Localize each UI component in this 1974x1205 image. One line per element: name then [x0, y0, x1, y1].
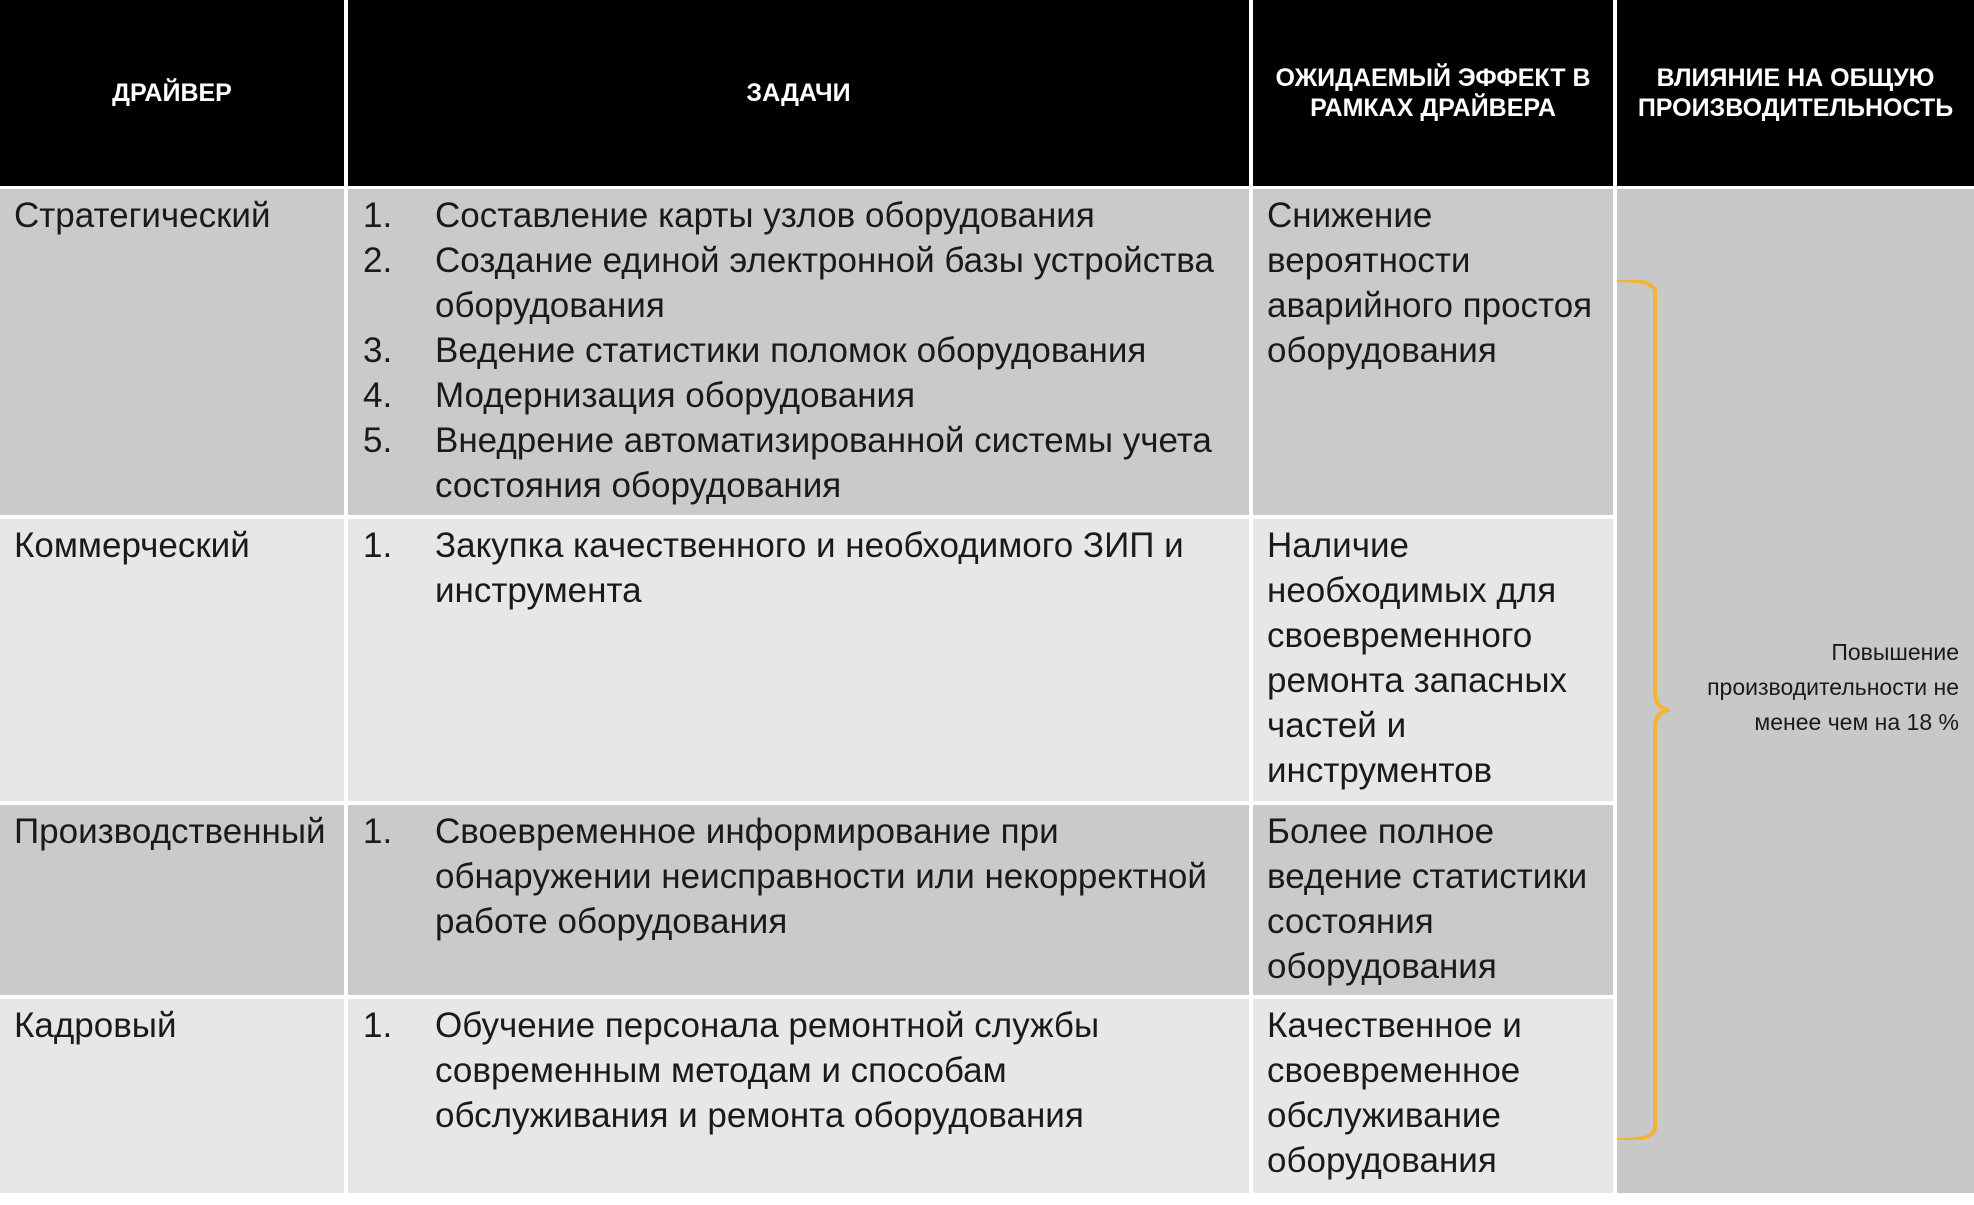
task-item — [348, 418, 1239, 508]
task-text: Составление карты узлов оборудования — [435, 196, 1095, 235]
task-item — [348, 373, 1239, 418]
task-text: Внедрение автоматизированной системы учета состояния оборудования — [435, 421, 1212, 505]
task-item — [348, 238, 1239, 328]
task-number: 1. — [363, 812, 393, 851]
task-text: Обучение персонала ремонтной службы современным методам и способам обслуживания и ремонта оборудования — [435, 1006, 1100, 1135]
header-driver: ДРАЙВЕР — [0, 0, 344, 186]
impact-text: Повышение производительности не менее чем на 18 % — [1707, 639, 1959, 735]
header-impact: ВЛИЯНИЕ НА ОБЩУЮ ПРОИЗВОДИТЕЛЬНОСТЬ — [1617, 0, 1974, 186]
impact-cell — [1617, 189, 1974, 1193]
header-effect: ОЖИДАЕМЫЙ ЭФФЕКТ В РАМКАХ ДРАЙВЕРА — [1253, 0, 1613, 186]
task-item — [348, 328, 1239, 373]
task-text: Закупка качественного и необходимого ЗИП и инструмента — [435, 526, 1184, 610]
task-number: 5. — [363, 421, 393, 460]
task-item — [348, 809, 1239, 944]
row-4-tasks — [348, 999, 1249, 1193]
task-list — [348, 1003, 1239, 1138]
task-item — [348, 1003, 1239, 1138]
task-list — [348, 193, 1239, 508]
row-2-driver: Коммерческий — [0, 519, 344, 801]
task-item — [348, 193, 1239, 238]
header-tasks: ЗАДАЧИ — [348, 0, 1249, 186]
task-text: Модернизация оборудования — [435, 376, 916, 415]
row-2-tasks — [348, 519, 1249, 801]
task-number: 4. — [363, 376, 393, 415]
row-2-effect: Наличие необходимых для своевременного ремонта запасных частей и инструментов — [1253, 519, 1613, 801]
row-3-effect: Более полное ведение статистики состояния оборудования — [1253, 805, 1613, 995]
task-text: Создание единой электронной базы устройства оборудования — [435, 241, 1214, 325]
row-1-driver: Стратегический — [0, 189, 344, 515]
row-4-driver: Кадровый — [0, 999, 344, 1193]
row-3-tasks — [348, 805, 1249, 995]
row-3-driver: Производственный — [0, 805, 344, 995]
task-number: 1. — [363, 1006, 393, 1045]
row-1-effect: Снижение вероятности аварийного простоя оборудования — [1253, 189, 1613, 515]
row-1-tasks — [348, 189, 1249, 515]
task-number: 3. — [363, 331, 393, 370]
task-list — [348, 809, 1239, 944]
task-list — [348, 523, 1239, 613]
task-number: 1. — [363, 526, 393, 565]
task-number: 1. — [363, 196, 393, 235]
task-text: Своевременное информирование при обнаружении неисправности или некорректной работе оборудования — [435, 812, 1207, 941]
task-text: Ведение статистики поломок оборудования — [435, 331, 1147, 370]
task-number: 2. — [363, 241, 393, 280]
row-4-effect: Качественное и своевременное обслуживание оборудования — [1253, 999, 1613, 1193]
task-item — [348, 523, 1239, 613]
